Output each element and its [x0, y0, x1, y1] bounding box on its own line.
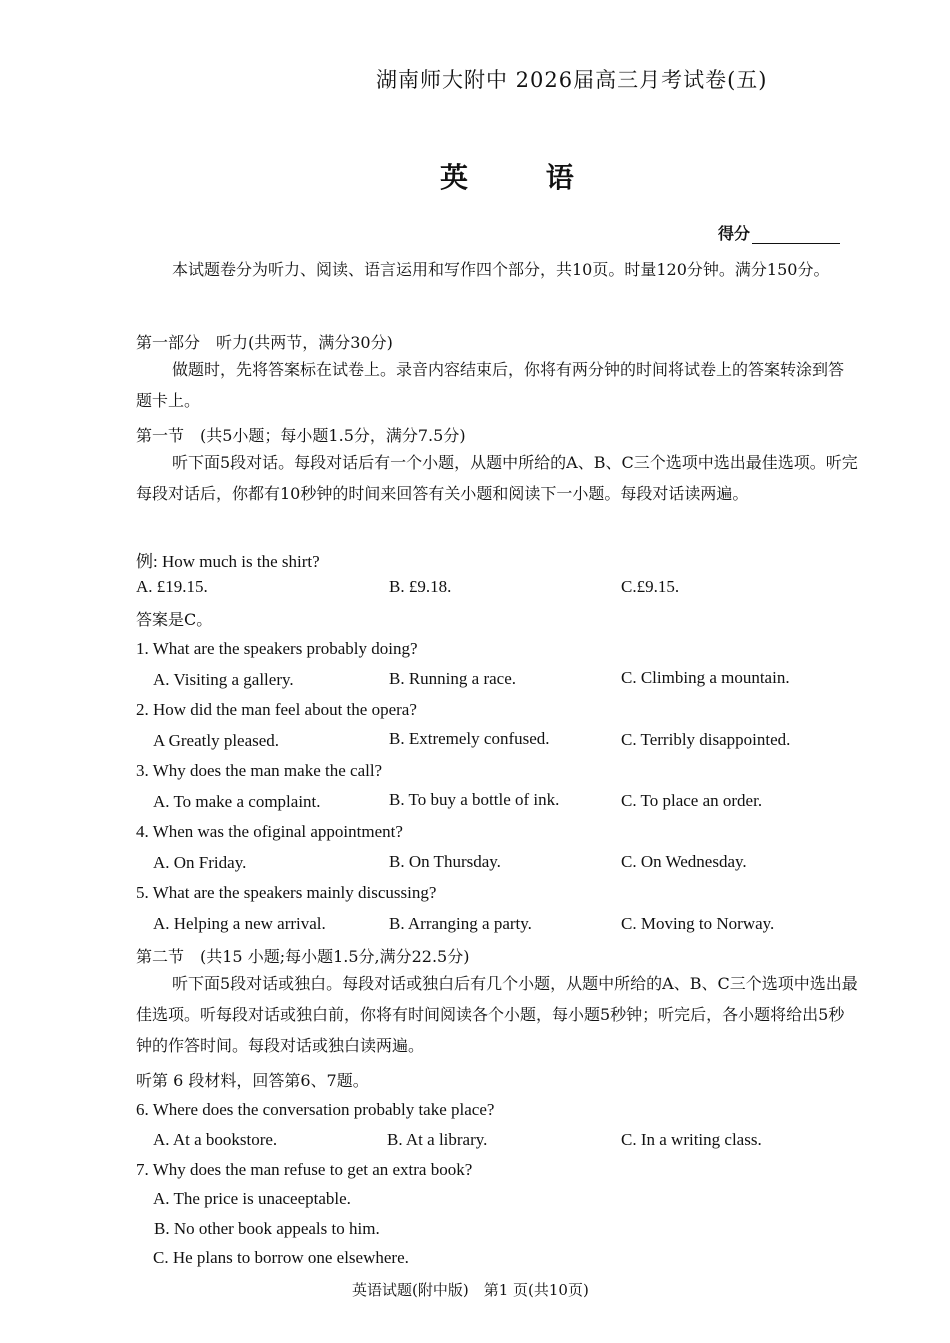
part1-instructions: 做题时，先将答案标在试卷上。录音内容结束后，你将有两分钟的时间将试卷上的答案转涂到答题卡上。 — [136, 360, 845, 410]
question-6: 6. Where does the conversation probably take place? — [136, 1100, 495, 1119]
q6-option-c: C. In a writing class. — [621, 1130, 762, 1149]
part1-title: 第一部分 听力(共两节，满分30分) — [136, 333, 393, 352]
intro-paragraph: 本试题卷分为听力、阅读、语言运用和写作四个部分，共10页。时量120分钟。满分150分。 — [172, 260, 830, 279]
material-note: 听第 6 段材料，回答第6、7题。 — [136, 1071, 369, 1090]
section1-instructions: 听下面5段对话。每段对话后有一个小题，从题中所给的A、B、C三个选项中选出最佳选项。听完每段对话后，你都有10秒钟的时间来回答有关小题和阅读下一小题。每段对话读两遍。 — [136, 453, 858, 503]
q2-option-c: C. Terribly disappointed. — [621, 730, 791, 749]
question-2: 2. How did the man feel about the opera? — [136, 700, 417, 719]
q1-option-a: A. Visiting a gallery. — [153, 670, 294, 689]
question-5: 5. What are the speakers mainly discussing? — [136, 883, 437, 902]
section1-title: 第一节 (共5小题；每小题1.5分，满分7.5分) — [136, 426, 466, 445]
q2-option-b: B. Extremely confused. — [389, 729, 550, 748]
section2-title: 第二节 (共15 小题;每小题1.5分,满分22.5分) — [136, 947, 470, 966]
question-4: 4. When was the ofiginal appointment? — [136, 822, 403, 841]
q2-option-a: A Greatly pleased. — [153, 731, 280, 750]
section2-instructions: 听下面5段对话或独白。每段对话或独白后有几个小题，从题中所给的A、B、C三个选项中选出最佳选项。听每段对话或独白前，你将有时间阅读各个小题，每小题5秒钟；听完后，各小题将给出5秒钟的作答时间。每段对话或独白读两遍。 — [136, 974, 858, 1055]
q4-option-c: C. On Wednesday. — [621, 852, 747, 871]
q3-option-c: C. To place an order. — [621, 791, 763, 810]
question-3: 3. Why does the man make the call? — [136, 761, 383, 780]
q5-option-a: A. Helping a new arrival. — [153, 914, 326, 933]
question-1: 1. What are the speakers probably doing? — [136, 639, 418, 658]
example-option-b: B. £9.18. — [389, 577, 452, 596]
subject-title: 英 语 — [440, 161, 608, 194]
q7-option-a: A. The price is unaceeptable. — [153, 1189, 351, 1208]
example-option-c: C.£9.15. — [621, 577, 680, 596]
score-field — [718, 221, 840, 244]
q3-option-a: A. To make a complaint. — [153, 792, 321, 811]
q1-option-c: C. Climbing a mountain. — [621, 668, 790, 687]
score-label: 得分 — [718, 224, 751, 243]
q4-option-a: A. On Friday. — [153, 853, 247, 872]
q1-option-b: B. Running a race. — [389, 669, 516, 688]
q3-option-b: B. To buy a bottle of ink. — [389, 790, 560, 809]
example-option-a: A. £19.15. — [136, 577, 208, 596]
q4-option-b: B. On Thursday. — [389, 852, 501, 871]
q6-option-b: B. At a library. — [387, 1130, 488, 1149]
q7-option-c: C. He plans to borrow one elsewhere. — [153, 1248, 409, 1267]
q6-option-a: A. At a bookstore. — [153, 1130, 278, 1149]
q5-option-c: C. Moving to Norway. — [621, 914, 775, 933]
q7-option-b: B. No other book appeals to him. — [154, 1219, 380, 1238]
page-footer: 英语试题(附中版) 第1 页(共10页) — [352, 1281, 589, 1299]
question-7: 7. Why does the man refuse to get an extra book? — [136, 1160, 473, 1179]
exam-title: 湖南师大附中 2026届高三月考试卷(五) — [376, 68, 768, 92]
score-blank — [752, 229, 840, 244]
q5-option-b: B. Arranging a party. — [389, 914, 532, 933]
example-question: 例: How much is the shirt? — [136, 552, 320, 571]
example-answer: 答案是C。 — [136, 610, 213, 629]
